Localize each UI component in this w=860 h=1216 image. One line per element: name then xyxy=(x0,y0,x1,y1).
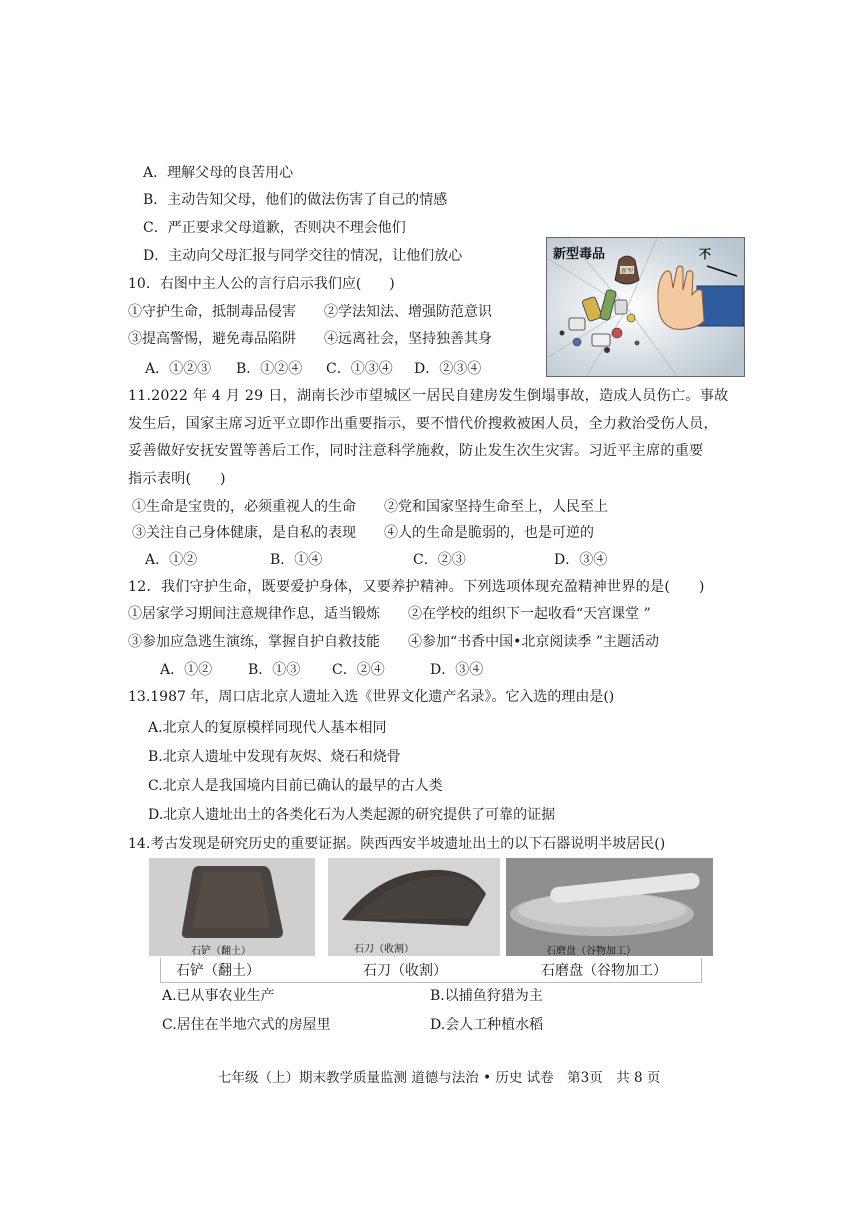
q11-option-b: B．①④ xyxy=(270,552,323,568)
q11-stem-line-1: 11.2022 年 4 月 29 日，湖南长沙市望城区一居民自建房发生倒塌事故，造成人员伤亡。事故 xyxy=(128,388,729,404)
q12-option-c: C．②④ xyxy=(332,662,385,678)
cartoon-bag-label: 新型 xyxy=(621,268,634,275)
q11-stem-line-4: 指示表明( ) xyxy=(128,471,226,487)
q9-option-c: C．严正要求父母道歉，否则决不理会他们 xyxy=(143,220,406,236)
cartoon-speech: 不 xyxy=(699,247,712,261)
caption-stone-shovel: 石铲（翻土） xyxy=(176,963,260,979)
stone-shovel-photo xyxy=(149,858,315,956)
q11-stem-line-2: 发生后，国家主席习近平立即作出重要指示，要不惜代价搜救被困人员，全力救治受伤人员， xyxy=(128,416,718,432)
q14-stem: 14.考古发现是研究历史的重要证据。陕西西安半坡遗址出土的以下石器说明半坡居民() xyxy=(128,836,666,852)
q11-item-2: ③关注自己身体健康，是自私的表现 ④人的生命是脆弱的，也是可逆的 xyxy=(132,525,594,541)
anti-drug-cartoon xyxy=(546,237,745,377)
q11-item-1: ①生命是宝贵的，必须重视人的生命 ②党和国家坚持生命至上，人民至上 xyxy=(132,499,608,515)
q12-option-a: A．①② xyxy=(160,662,213,678)
q12-option-b: B．①③ xyxy=(248,662,301,678)
q13-option-c: C.北京人是我国境内目前已确认的最早的古人类 xyxy=(148,778,443,794)
q10-stem: 10．右图中主人公的言行启示我们应( ) xyxy=(128,276,395,292)
stone-shovel-photo-label: 石铲（翻土） xyxy=(191,946,251,956)
cartoon-illustration xyxy=(547,238,744,376)
q10-item-2: ③提高警惕，避免毒品陷阱 ④远离社会，坚持独善其身 xyxy=(128,331,492,347)
caption-stone-knife: 石刀（收割） xyxy=(363,963,447,979)
q13-option-b: B.北京人遗址中发现有灰烬、烧石和烧骨 xyxy=(148,749,401,765)
stone-mill-photo xyxy=(506,858,713,956)
page-footer: 七年级（上）期末教学质量监测 道德与法治 • 历史 试卷 第3页 共 8 页 xyxy=(218,1070,661,1086)
q14-option-b: B.以捕鱼狩猎为主 xyxy=(430,988,543,1004)
q12-option-d: D．③④ xyxy=(430,662,484,678)
stone-knife-photo-label: 石刀（收割） xyxy=(354,944,414,955)
q9-option-b: B．主动告知父母，他们的做法伤害了自己的情感 xyxy=(143,192,448,208)
q14-option-d: D.会人工种植水稻 xyxy=(430,1017,544,1033)
q12-stem: 12．我们守护生命，既要爱护身体，又要养护精神。下列选项体现充盈精神世界的是( ) xyxy=(128,579,705,595)
q12-item-1: ①居家学习期间注意规律作息，适当锻炼 ②在学校的组织下一起收看“天宫课堂 ” xyxy=(128,606,651,622)
q11-option-c: C．②③ xyxy=(413,552,466,568)
q14-option-c: C.居住在半地穴式的房屋里 xyxy=(162,1017,331,1033)
caption-stone-mill: 石磨盘（谷物加工） xyxy=(541,963,667,979)
q9-option-a: A．理解父母的良苦用心 xyxy=(143,165,294,181)
q10-option-c: C．①③④ xyxy=(326,361,393,377)
q13-option-a: A.北京人的复原模样同现代人基本相同 xyxy=(148,720,387,736)
q10-option-d: D．②③④ xyxy=(414,361,482,377)
q13-stem: 13.1987 年，周口店北京人遗址入选《世界文化遗产名录》。它入选的理由是() xyxy=(128,689,615,705)
cartoon-title: 新型毒品 xyxy=(553,247,606,262)
q10-item-1: ①守护生命，抵制毒品侵害 ②学法知法、增强防范意识 xyxy=(128,304,492,320)
q10-option-a: A．①②③ xyxy=(145,361,212,377)
q11-option-a: A．①② xyxy=(145,552,198,568)
q9-option-d: D．主动向父母汇报与同学交往的情况，让他们放心 xyxy=(143,248,463,264)
q10-option-b: B．①②④ xyxy=(236,361,303,377)
q11-option-d: D．③④ xyxy=(554,552,608,568)
q14-option-a: A.已从事农业生产 xyxy=(162,988,275,1004)
q13-option-d: D.北京人遗址出土的各类化石为人类起源的研究提供了可靠的证据 xyxy=(148,807,556,823)
q12-item-2: ③参加应急逃生演练，掌握自护自救技能 ④参加“书香中国•北京阅读季 ”主题活动 xyxy=(128,634,660,650)
q11-stem-line-3: 妥善做好安抚安置等善后工作，同时注意科学施救，防止发生次生灾害。习近平主席的重要 xyxy=(128,443,704,459)
stone-knife-photo xyxy=(328,858,500,956)
stone-mill-photo-label: 石磨盘（谷物加工） xyxy=(546,946,636,956)
